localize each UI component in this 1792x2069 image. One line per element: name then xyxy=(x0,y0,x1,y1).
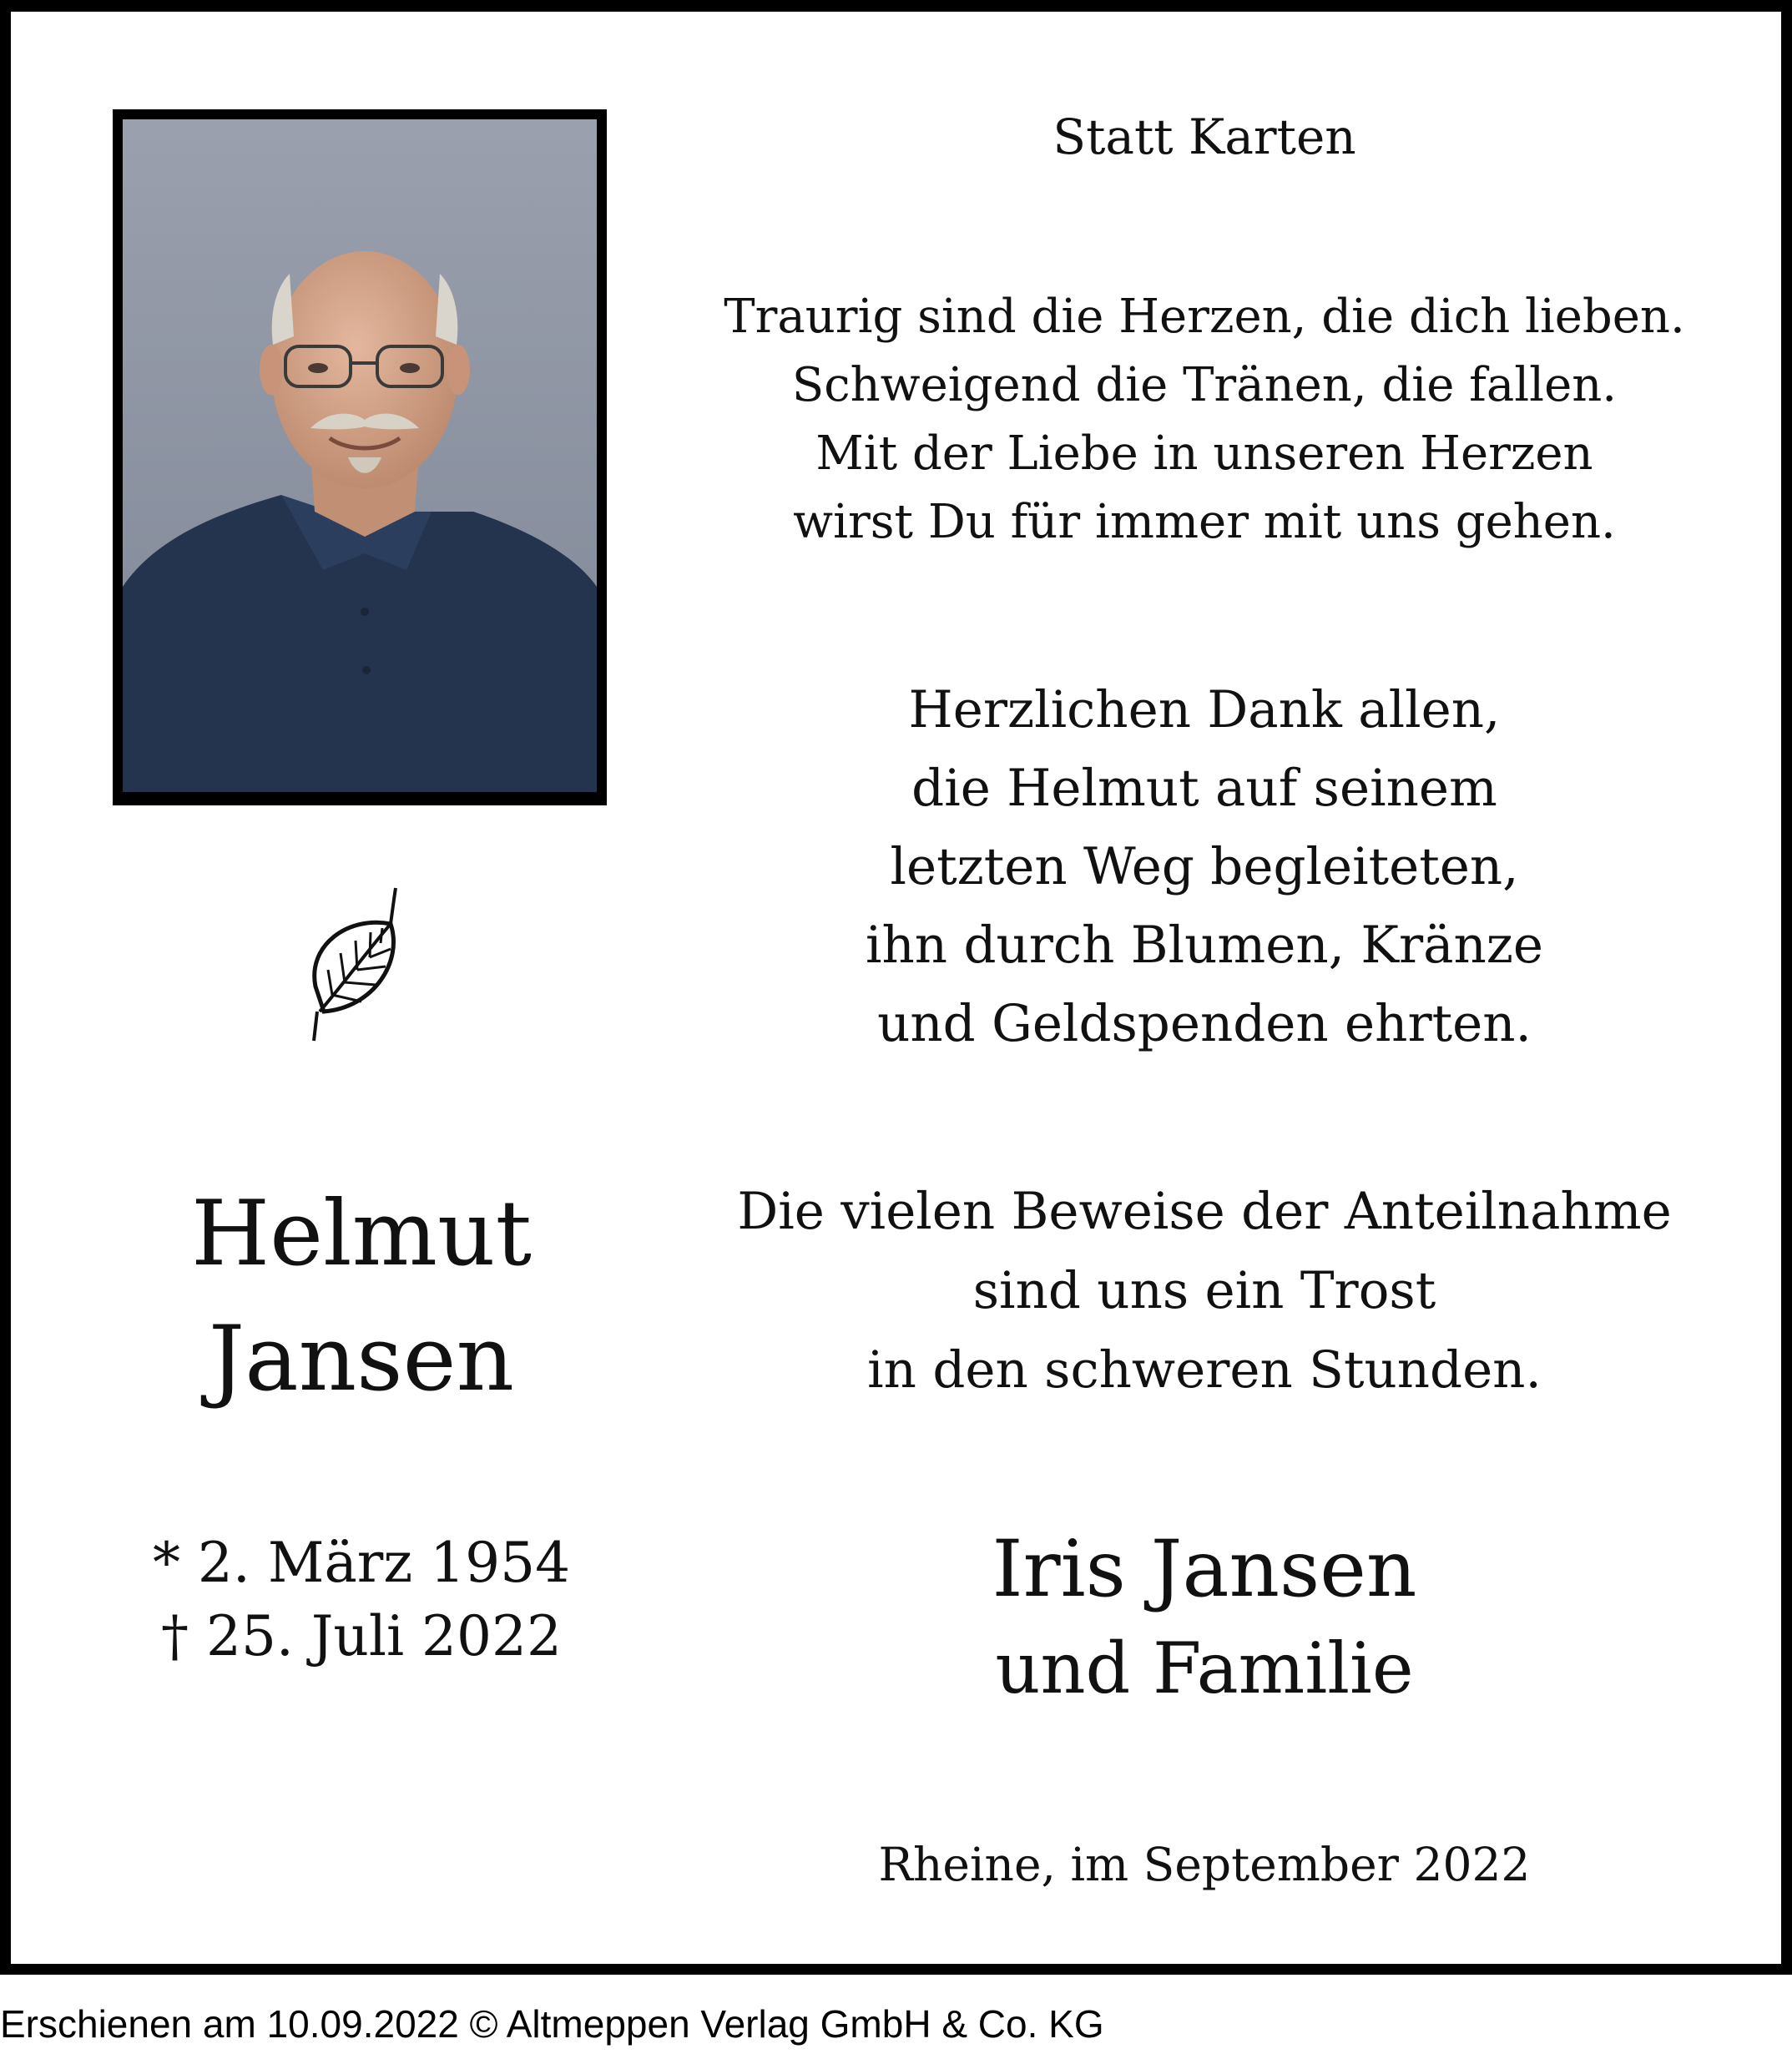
thanks-line: ihn durch Blumen, Kränze xyxy=(865,916,1544,975)
signature-family: und Familie xyxy=(995,1627,1414,1709)
leaf-icon xyxy=(299,886,416,1045)
publication-footer: Erschienen am 10.09.2022 © Altmeppen Verlag GmbH & Co. KG xyxy=(0,2002,1104,2046)
life-dates xyxy=(94,1527,628,1673)
birth-date: * 2. März 1954 xyxy=(152,1531,571,1595)
signature xyxy=(691,1521,1718,1718)
poem-line: Schweigend die Tränen, die fallen. xyxy=(791,358,1618,412)
signature-name: Iris Jansen xyxy=(992,1524,1417,1615)
deceased-name xyxy=(94,1172,628,1422)
sympathy-line: sind uns ein Trost xyxy=(972,1261,1436,1320)
sympathy-line: in den schweren Stunden. xyxy=(867,1340,1542,1400)
poem-line: Mit der Liebe in unseren Herzen xyxy=(815,426,1593,481)
thanks-line: die Helmut auf seinem xyxy=(911,759,1497,818)
place-date: Rheine, im September 2022 xyxy=(878,1838,1531,1891)
thanks-line: letzten Weg begleiteten, xyxy=(890,837,1519,896)
poem-line: Traurig sind die Herzen, die dich lieben. xyxy=(724,290,1685,344)
sympathy-text xyxy=(691,1172,1718,1410)
poem-line: wirst Du für immer mit uns gehen. xyxy=(793,495,1616,549)
sympathy-line: Die vielen Beweise der Anteilnahme xyxy=(737,1182,1672,1241)
last-name: Jansen xyxy=(208,1307,515,1411)
death-date: † 25. Juli 2022 xyxy=(160,1604,563,1668)
first-name: Helmut xyxy=(190,1182,532,1286)
portrait-illustration xyxy=(123,119,597,792)
thanks-line: und Geldspenden ehrten. xyxy=(877,994,1532,1053)
poem xyxy=(691,283,1718,557)
thanks-line: Herzlichen Dank allen, xyxy=(908,680,1501,739)
portrait-photo xyxy=(113,109,607,805)
notice-heading: Statt Karten xyxy=(1052,108,1356,165)
thanks-text xyxy=(691,671,1718,1063)
